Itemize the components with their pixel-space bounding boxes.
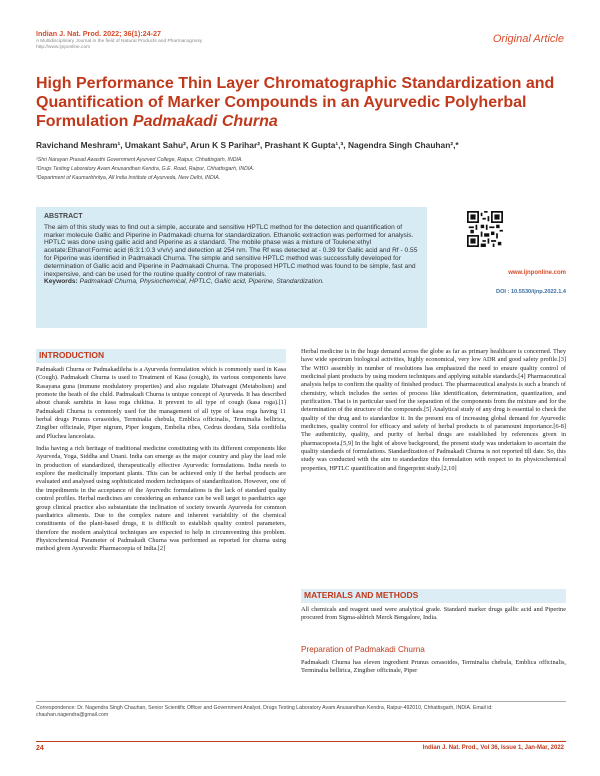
footer-journal: Indian J. Nat. Prod., Vol 36, Issue 1, Jan-Mar, 2022: [422, 745, 564, 751]
correspondence-note: Correspondence: Dr. Nagendra Singh Chauhan, Senior Scientific Officer and Government Analyst, Drugs Testing Laboratory Avam Anusandhan Kendra, Raipur-492010, Chhattisgarh, INDIA. Email id: chauhan.nagendra@gmail.com: [36, 705, 493, 718]
preparation-heading: Preparation of Padmakadi Churna: [301, 645, 425, 654]
right-column: [301, 348, 566, 477]
author-list: Ravichand Meshram¹, Umakant Sahu², Arun K S Parihar², Prashant K Gupta¹,³, Nagendra Singh Chauhan²,*: [36, 140, 459, 150]
affiliation-1: ¹Shri Narayan Prasad Awasthi Government Ayurved College, Raipur, Chhattisgarh, INDIA.: [36, 157, 243, 163]
intro-paragraph-1: Padmakadi Churna or Padmakadileha is a Ayurveda formulation which is commonly used in Kasa (Cough). Padmakadi Churna is used to Treatment of Kasa (cough), its various components have Rasayana guna (immune modulatory properties) and also regulate Dhatvagni (Metabolism) and promote the heath of the child. Padmakadi Churna is unique concept of Ayurveda. It has described about charak samhita in kasa roga chikitsa. It prevent to all type of cough (kasa roga).[1] Padmakadi Churna is commonly used for the management of all type of kasa roga having 11 herbal drugs Prunus cerasoides, Terminalia chebula, Emblica officinalis, Terminalia bellirica, Zingiber officinale, Piper nigrum, Piper longum, Embelia ribes, Cedrus deodara, Sida cordifolia and Pluchea lanceolata.: [36, 366, 286, 440]
intro-paragraph-2: India having a rich heritage of traditional medicine constituting with its different components like Ayurveda, Yoga, Siddha and Unani. India can emerge as the major country and play the lead role in production of standardized, therapeutically effective Ayurvedic formulations. India needs to explore the medicinally important plants. This can be achieved only if the herbal products are evaluated and analysed using sophisticated modern techniques of standardization. However, one of the impediments in the acceptance of the Ayurvedic formulations is the lack of standard quality control profiles. Herbal medicines are considering an enhance can be well target to paediatrics age group clinical practice also substantiate the inclination of society towards Ayurveda for common paediatrics aliments. Due to the complex nature and inherent variability of the chemical constituents of the plant-based drugs, it is difficult to establish quality control parameters, therefore the modern analytical techniques are expected to help in circumventing this problem. Physicochemical Parameter of Padmakadi Churna was performed as reported for churna using method given Ayurvedic Pharmacoepia of India.[2]: [36, 445, 286, 553]
preparation-text: Padmakadi Churna has eleven ingredient Prunus cerasoides, Terminalia chebula, Emblica officinalis, Terminalia bellirica, Zingiber officinale, Piper: [301, 659, 566, 675]
intro-heading: INTRODUCTION: [36, 349, 286, 363]
affiliation-3: ³Department of Kaumarbhritya, All India Institute of Ayurveda, New Delhi, INDIA.: [36, 175, 221, 181]
abstract-heading: ABSTRACT: [44, 213, 83, 220]
methods-text: All chemicals and reagent used were analytical grade. Standard marker drugs gallic acid and Piperine procured from Sigma-aldrich Merck Bengalore, India.: [301, 606, 566, 622]
article-type: Original Article: [492, 33, 564, 45]
keywords: [44, 278, 419, 286]
correspondence-divider: [36, 701, 566, 702]
footer-divider: [36, 741, 566, 742]
title-main: High Performance Thin Layer Chromatographic Standardization and Quantification of Marker Compounds in an Ayurvedic Polyherbal Formulation: [36, 75, 555, 130]
keywords-list: Padmakadi Churna, Physiochemical, HPTLC, Gallic acid, Piperine, Standardization.: [79, 278, 325, 286]
doi-link[interactable]: DOI : 10.5530/ijnp.2022.1.4: [496, 289, 566, 295]
abstract-box: [36, 207, 427, 328]
methods-heading: MATERIALS AND METHODS: [301, 589, 566, 603]
page-number: 24: [36, 745, 44, 752]
journal-citation: Indian J. Nat. Prod. 2022; 36(1):24-27: [36, 29, 162, 38]
journal-tagline: [36, 39, 202, 51]
affiliation-2: ²Drugs Testing Laboratory Avam Anusandhan Kendra, G.E. Road, Raipur, Chhattisgarh, INDIA.: [36, 166, 255, 172]
journal-site[interactable]: http://www.ijnponline.com: [36, 45, 91, 50]
article-title: [36, 74, 556, 131]
title-italic: Padmakadi Churna: [132, 113, 278, 130]
tagline-text: A Multidisciplinary Journal in the field of Natural Products and Pharmacognosy: [36, 39, 203, 44]
right-paragraph-1: Herbal medicine is in the huge demand across the globe as far as primary healthcare is concerned. They have wide spectrum biological activities, highly economical, very low ADR and good safety profile.[3] The WHO assembly in number of resolutions has emphasized the need to ensure quality control of medicinal plant products by using modern techniques and applying suitable standards.[4] Pharmaceutical analysis helps to confirm the quality of finished product. The pharmaceutical analysis is such a branch of chemistry, which includes the series of process like identification, determination, quantization, and purification. That is in particular used for the separation of the components from the mixture and for the determination of the structure of the compounds.[5] Analytical study of any drug is essential to check the quality of the drug and to standardize it. In the present era of increasing global demand for Ayurvedic medicines, quality control for efficacy and safety of herbal products is of paramount importance.[6-8] The authenticity, quality, and purity of herbal drugs are established by references given in pharmacopoeia.[5,9] In the light of above background, the present study was undertaken to ascertain the quality standards of formulations. Standardization of Padmakadi Churna is not reported till date. So, this study was conducted with the aim to standardize this formulation with respect to its physicochemical properties, HPTLC quantification and fingerprint study.[2,10]: [301, 348, 566, 472]
abstract-body: The aim of this study was to find out a simple, accurate and sensitive HPTLC method for the detection and quantification of marker molecule Gallic and Piperine in Padmakadi churna for standardization. Ethanolic extraction was performed for analysis. HPTLC was done using gallic acid and Piperine as a standard. The mobile phase was a mixture of Toulene:ethyl acetate:Ethanol:Formic acid (6:3:1:0.3 v/v/v) and detection at 254 nm. The Rf was detected at - 0.39 for Gallic acid and Rf - 0.55 for Piperine was identified in Padmakadi Churna. The simple and sensitive HPTLC method was successfully developed for determination of Gallic acid and Piperine in Padmakadi Churna. The proposed HPTLC method was found to be simple, fast and inexpensive, and can be used for the routine quality control of raw materials.: [44, 223, 418, 278]
intro-column: [36, 366, 286, 558]
journal-url[interactable]: www.ijnponline.com: [508, 270, 566, 276]
keywords-label: Keywords:: [44, 278, 78, 286]
qr-code-icon[interactable]: [467, 211, 503, 247]
